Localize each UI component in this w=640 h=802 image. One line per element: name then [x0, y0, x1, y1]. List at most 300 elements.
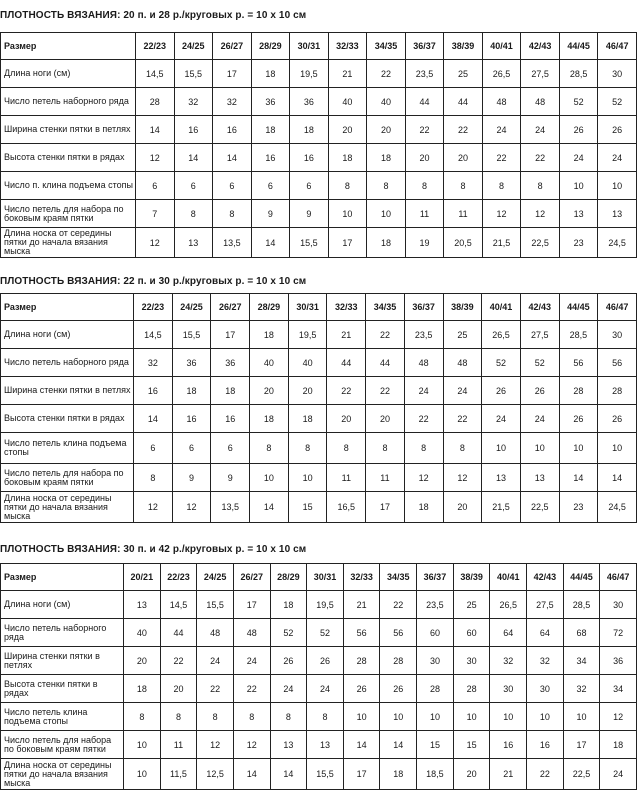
table-cell: 18: [380, 759, 417, 790]
table-cell: 18: [404, 492, 443, 523]
table-cell: 9: [290, 200, 329, 228]
table-cell: 9: [211, 464, 250, 492]
table-cell: 56: [559, 349, 598, 377]
table-cell: 17: [343, 759, 380, 790]
size-header: 40/41: [490, 564, 527, 591]
table-cell: 52: [559, 88, 598, 116]
table-cell: 30: [417, 647, 454, 675]
table-cell: 21: [343, 591, 380, 619]
table-cell: 18: [367, 228, 406, 258]
table-cell: 8: [307, 703, 344, 731]
table-cell: 12: [134, 492, 173, 523]
table-cell: 10: [367, 200, 406, 228]
table-cell: 6: [174, 172, 213, 200]
table-cell: 23,5: [405, 60, 444, 88]
table-cell: 22: [380, 591, 417, 619]
table-cell: 24: [521, 116, 560, 144]
table-cell: 22: [160, 647, 197, 675]
table-cell: 14: [134, 405, 173, 433]
table-cell: 22,5: [520, 492, 559, 523]
table-cell: 36: [211, 349, 250, 377]
table-cell: 10: [598, 172, 637, 200]
row-label: Длина ноги (см): [1, 591, 124, 619]
table-cell: 22: [327, 377, 366, 405]
table-cell: 34: [563, 647, 600, 675]
table-cell: 28: [343, 647, 380, 675]
table-cell: 48: [404, 349, 443, 377]
table-cell: 6: [134, 433, 173, 464]
table-cell: 14: [251, 228, 290, 258]
table-cell: 8: [482, 172, 521, 200]
size-header: 26/27: [211, 294, 250, 321]
table-cell: 10: [328, 200, 367, 228]
table-cell: 10: [288, 464, 327, 492]
gauge-table: [0, 293, 637, 523]
table-cell: 13,5: [213, 228, 252, 258]
table-cell: 48: [521, 88, 560, 116]
size-header: 34/35: [366, 294, 405, 321]
table-cell: 25: [453, 591, 490, 619]
table-cell: 14: [598, 464, 637, 492]
table-cell: 8: [327, 433, 366, 464]
table-cell: 26: [559, 116, 598, 144]
table-cell: 28: [136, 88, 175, 116]
table-cell: 14,5: [136, 60, 175, 88]
table-cell: 12: [482, 200, 521, 228]
table-cell: 11: [405, 200, 444, 228]
section-title: ПЛОТНОСТЬ ВЯЗАНИЯ: 20 п. и 28 р./круговых р. = 10 х 10 см: [0, 10, 307, 21]
table-cell: 21: [327, 321, 366, 349]
size-header: 24/25: [174, 33, 213, 60]
table-cell: 32: [134, 349, 173, 377]
table-cell: 10: [250, 464, 289, 492]
table-cell: 13: [482, 464, 521, 492]
table-cell: 18: [290, 116, 329, 144]
table-cell: 23,5: [404, 321, 443, 349]
table-cell: 13: [174, 228, 213, 258]
table-cell: 28: [417, 675, 454, 703]
table-cell: 24: [443, 377, 482, 405]
table-cell: 52: [482, 349, 521, 377]
table-cell: 23: [559, 492, 598, 523]
table-cell: 32: [527, 647, 564, 675]
table-cell: 7: [136, 200, 175, 228]
table-cell: 27,5: [527, 591, 564, 619]
table-cell: 24: [404, 377, 443, 405]
table-cell: 40: [328, 88, 367, 116]
table-row: [1, 200, 637, 228]
gauge-table: [0, 563, 637, 790]
table-cell: 8: [404, 433, 443, 464]
size-header: 36/37: [404, 294, 443, 321]
table-cell: 22: [197, 675, 234, 703]
table-cell: 8: [405, 172, 444, 200]
table-cell: 24: [559, 144, 598, 172]
table-cell: 14: [250, 492, 289, 523]
size-header: 40/41: [482, 294, 521, 321]
table-cell: 20,5: [444, 228, 483, 258]
table-cell: 19,5: [288, 321, 327, 349]
table-cell: 13: [307, 731, 344, 759]
table-row: [1, 405, 637, 433]
size-header: 36/37: [417, 564, 454, 591]
table-cell: 16: [290, 144, 329, 172]
table-cell: 20: [250, 377, 289, 405]
table-cell: 24: [270, 675, 307, 703]
table-cell: 30: [527, 675, 564, 703]
row-label: Высота стенки пятки в рядах: [1, 405, 134, 433]
size-header: 46/47: [600, 564, 637, 591]
table-cell: 12: [136, 144, 175, 172]
table-cell: 8: [124, 703, 161, 731]
header-label: Размер: [1, 33, 136, 60]
table-cell: 8: [288, 433, 327, 464]
table-cell: 20: [124, 647, 161, 675]
table-cell: 22,5: [521, 228, 560, 258]
size-header: 26/27: [233, 564, 270, 591]
table-cell: 8: [328, 172, 367, 200]
table-cell: 44: [327, 349, 366, 377]
table-cell: 16: [251, 144, 290, 172]
table-row: [1, 759, 637, 790]
table-cell: 22: [367, 60, 406, 88]
table-cell: 12,5: [197, 759, 234, 790]
table-cell: 14: [343, 731, 380, 759]
size-header: 24/25: [172, 294, 211, 321]
table-cell: 16: [490, 731, 527, 759]
size-header: 32/33: [328, 33, 367, 60]
table-cell: 20: [366, 405, 405, 433]
table-cell: 36: [251, 88, 290, 116]
size-header: 38/39: [453, 564, 490, 591]
table-row: [1, 591, 637, 619]
table-cell: 19,5: [290, 60, 329, 88]
table-cell: 56: [380, 619, 417, 647]
table-cell: 48: [482, 88, 521, 116]
table-cell: 20: [288, 377, 327, 405]
table-cell: 44: [366, 349, 405, 377]
table-cell: 22: [521, 144, 560, 172]
table-cell: 52: [307, 619, 344, 647]
table-cell: 8: [233, 703, 270, 731]
table-cell: 26: [598, 116, 637, 144]
table-cell: 15: [288, 492, 327, 523]
table-cell: 8: [270, 703, 307, 731]
size-header: 34/35: [367, 33, 406, 60]
table-cell: 10: [490, 703, 527, 731]
table-cell: 56: [598, 349, 637, 377]
table-cell: 6: [251, 172, 290, 200]
size-header: 32/33: [327, 294, 366, 321]
table-cell: 10: [563, 703, 600, 731]
table-cell: 10: [559, 172, 598, 200]
row-label: Высота стенки пятки в рядах: [1, 144, 136, 172]
table-cell: 16: [213, 116, 252, 144]
table-cell: 10: [527, 703, 564, 731]
row-label: Число петель для набора по боковым краям пятки: [1, 464, 134, 492]
table-cell: 26,5: [482, 60, 521, 88]
table-cell: 44: [405, 88, 444, 116]
table-cell: 10: [482, 433, 521, 464]
table-cell: 64: [490, 619, 527, 647]
table-cell: 8: [443, 433, 482, 464]
table-cell: 26,5: [482, 321, 521, 349]
table-cell: 40: [288, 349, 327, 377]
table-cell: 20: [443, 492, 482, 523]
table-cell: 25: [443, 321, 482, 349]
table-cell: 11: [327, 464, 366, 492]
table-cell: 8: [197, 703, 234, 731]
table-row: [1, 116, 637, 144]
size-header: 46/47: [598, 33, 637, 60]
table-cell: 15,5: [174, 60, 213, 88]
table-cell: 18: [600, 731, 637, 759]
table-cell: 20: [367, 116, 406, 144]
table-cell: 30: [490, 675, 527, 703]
table-cell: 18,5: [417, 759, 454, 790]
table-cell: 14,5: [160, 591, 197, 619]
table-cell: 56: [343, 619, 380, 647]
size-header: 44/45: [563, 564, 600, 591]
table-cell: 36: [172, 349, 211, 377]
table-cell: 14: [559, 464, 598, 492]
header-row: [1, 33, 637, 60]
table-cell: 17: [366, 492, 405, 523]
table-cell: 16: [134, 377, 173, 405]
table-cell: 26: [307, 647, 344, 675]
table-cell: 26: [343, 675, 380, 703]
table-cell: 60: [453, 619, 490, 647]
table-cell: 32: [174, 88, 213, 116]
table-cell: 24: [598, 144, 637, 172]
table-cell: 12: [197, 731, 234, 759]
row-label: Число петель клина подъема стопы: [1, 433, 134, 464]
size-header: 28/29: [270, 564, 307, 591]
table-cell: 44: [160, 619, 197, 647]
table-cell: 8: [366, 433, 405, 464]
table-cell: 24: [520, 405, 559, 433]
row-label: Число петель клина подъема стопы: [1, 703, 124, 731]
table-cell: 10: [124, 731, 161, 759]
table-cell: 28: [380, 647, 417, 675]
table-cell: 8: [250, 433, 289, 464]
table-cell: 10: [520, 433, 559, 464]
table-cell: 18: [251, 60, 290, 88]
table-cell: 18: [288, 405, 327, 433]
table-cell: 26: [482, 377, 521, 405]
table-row: [1, 619, 637, 647]
table-row: [1, 675, 637, 703]
size-header: 42/43: [527, 564, 564, 591]
table-cell: 24: [307, 675, 344, 703]
size-header: 42/43: [520, 294, 559, 321]
size-header: 42/43: [521, 33, 560, 60]
table-row: [1, 144, 637, 172]
table-cell: 8: [521, 172, 560, 200]
header-row: [1, 294, 637, 321]
size-header: 28/29: [250, 294, 289, 321]
table-cell: 17: [213, 60, 252, 88]
row-label: Ширина стенки пятки в петлях: [1, 647, 124, 675]
size-header: 30/31: [288, 294, 327, 321]
table-cell: 20: [444, 144, 483, 172]
size-header: 40/41: [482, 33, 521, 60]
row-label: Длина носка от середины пятки до начала вязания мыска: [1, 759, 124, 790]
table-cell: 40: [124, 619, 161, 647]
table-cell: 12: [404, 464, 443, 492]
table-cell: 15,5: [172, 321, 211, 349]
table-cell: 8: [174, 200, 213, 228]
table-cell: 28: [598, 377, 637, 405]
table-cell: 10: [559, 433, 598, 464]
table-cell: 15: [417, 731, 454, 759]
table-cell: 15: [453, 731, 490, 759]
row-label: Длина ноги (см): [1, 321, 134, 349]
table-cell: 22: [482, 144, 521, 172]
table-cell: 40: [367, 88, 406, 116]
table-cell: 36: [600, 647, 637, 675]
size-header: 38/39: [443, 294, 482, 321]
row-label: Длина ноги (см): [1, 60, 136, 88]
table-cell: 27,5: [520, 321, 559, 349]
table-cell: 24: [600, 759, 637, 790]
table-cell: 13: [124, 591, 161, 619]
table-cell: 26,5: [490, 591, 527, 619]
size-header: 26/27: [213, 33, 252, 60]
size-header: 46/47: [598, 294, 637, 321]
table-row: [1, 433, 637, 464]
table-cell: 6: [213, 172, 252, 200]
table-cell: 15,5: [197, 591, 234, 619]
table-cell: 14: [136, 116, 175, 144]
table-cell: 20: [405, 144, 444, 172]
table-cell: 19,5: [307, 591, 344, 619]
table-cell: 15,5: [307, 759, 344, 790]
table-cell: 24: [197, 647, 234, 675]
size-header: 36/37: [405, 33, 444, 60]
table-cell: 25: [444, 60, 483, 88]
size-header: 32/33: [343, 564, 380, 591]
table-cell: 9: [172, 464, 211, 492]
table-cell: 40: [250, 349, 289, 377]
table-cell: 28,5: [563, 591, 600, 619]
table-cell: 13: [270, 731, 307, 759]
size-header: 22/23: [134, 294, 173, 321]
table-cell: 22: [443, 405, 482, 433]
table-cell: 24,5: [598, 492, 637, 523]
table-cell: 6: [290, 172, 329, 200]
table-cell: 22: [366, 377, 405, 405]
size-header: 30/31: [290, 33, 329, 60]
table-cell: 13,5: [211, 492, 250, 523]
table-row: [1, 88, 637, 116]
table-row: [1, 464, 637, 492]
header-row: [1, 564, 637, 591]
table-cell: 18: [172, 377, 211, 405]
table-cell: 26: [520, 377, 559, 405]
table-cell: 34: [600, 675, 637, 703]
table-cell: 13: [598, 200, 637, 228]
table-cell: 18: [328, 144, 367, 172]
size-header: 24/25: [197, 564, 234, 591]
table-cell: 19: [405, 228, 444, 258]
table-cell: 30: [598, 321, 637, 349]
table-cell: 22: [404, 405, 443, 433]
size-header: 28/29: [251, 33, 290, 60]
table-row: [1, 703, 637, 731]
size-header: 30/31: [307, 564, 344, 591]
header-label: Размер: [1, 294, 134, 321]
row-label: Число петель наборного ряда: [1, 88, 136, 116]
row-label: Ширина стенки пятки в петлях: [1, 377, 134, 405]
table-cell: 11: [366, 464, 405, 492]
size-header: 44/45: [559, 294, 598, 321]
table-cell: 8: [367, 172, 406, 200]
table-cell: 21: [328, 60, 367, 88]
table-cell: 6: [172, 433, 211, 464]
table-cell: 14: [380, 731, 417, 759]
table-cell: 14,5: [134, 321, 173, 349]
table-cell: 13: [559, 200, 598, 228]
table-cell: 8: [134, 464, 173, 492]
table-cell: 12: [521, 200, 560, 228]
table-cell: 20: [327, 405, 366, 433]
row-label: Число петель наборного ряда: [1, 619, 124, 647]
table-cell: 18: [211, 377, 250, 405]
table-cell: 8: [444, 172, 483, 200]
table-cell: 20: [160, 675, 197, 703]
table-cell: 14: [233, 759, 270, 790]
table-cell: 12: [600, 703, 637, 731]
row-label: Длина носка от середины пятки до начала вязания мыска: [1, 228, 136, 258]
table-cell: 30: [598, 60, 637, 88]
table-cell: 17: [328, 228, 367, 258]
table-cell: 16: [174, 116, 213, 144]
table-cell: 30: [600, 591, 637, 619]
table-cell: 24,5: [598, 228, 637, 258]
table-cell: 52: [270, 619, 307, 647]
table-cell: 17: [233, 591, 270, 619]
table-cell: 22: [444, 116, 483, 144]
table-cell: 48: [233, 619, 270, 647]
table-cell: 22: [527, 759, 564, 790]
table-cell: 22: [405, 116, 444, 144]
row-label: Число п. клина подъема стопы: [1, 172, 136, 200]
table-row: [1, 60, 637, 88]
table-cell: 28,5: [559, 60, 598, 88]
table-cell: 52: [598, 88, 637, 116]
row-label: Ширина стенки пятки в петлях: [1, 116, 136, 144]
section-title: ПЛОТНОСТЬ ВЯЗАНИЯ: 30 п. и 42 р./круговых р. = 10 х 10 см: [0, 544, 307, 555]
table-cell: 21: [490, 759, 527, 790]
size-header: 44/45: [559, 33, 598, 60]
table-cell: 28,5: [559, 321, 598, 349]
section-title: ПЛОТНОСТЬ ВЯЗАНИЯ: 22 п. и 30 р./круговых р. = 10 х 10 см: [0, 276, 307, 287]
table-cell: 15,5: [290, 228, 329, 258]
table-cell: 10: [417, 703, 454, 731]
table-cell: 26: [598, 405, 637, 433]
table-cell: 11,5: [160, 759, 197, 790]
table-cell: 18: [124, 675, 161, 703]
table-cell: 26: [270, 647, 307, 675]
table-cell: 11: [160, 731, 197, 759]
table-row: [1, 228, 637, 258]
table-cell: 12: [233, 731, 270, 759]
table-row: [1, 492, 637, 523]
table-cell: 10: [453, 703, 490, 731]
table-cell: 48: [197, 619, 234, 647]
table-cell: 18: [270, 591, 307, 619]
